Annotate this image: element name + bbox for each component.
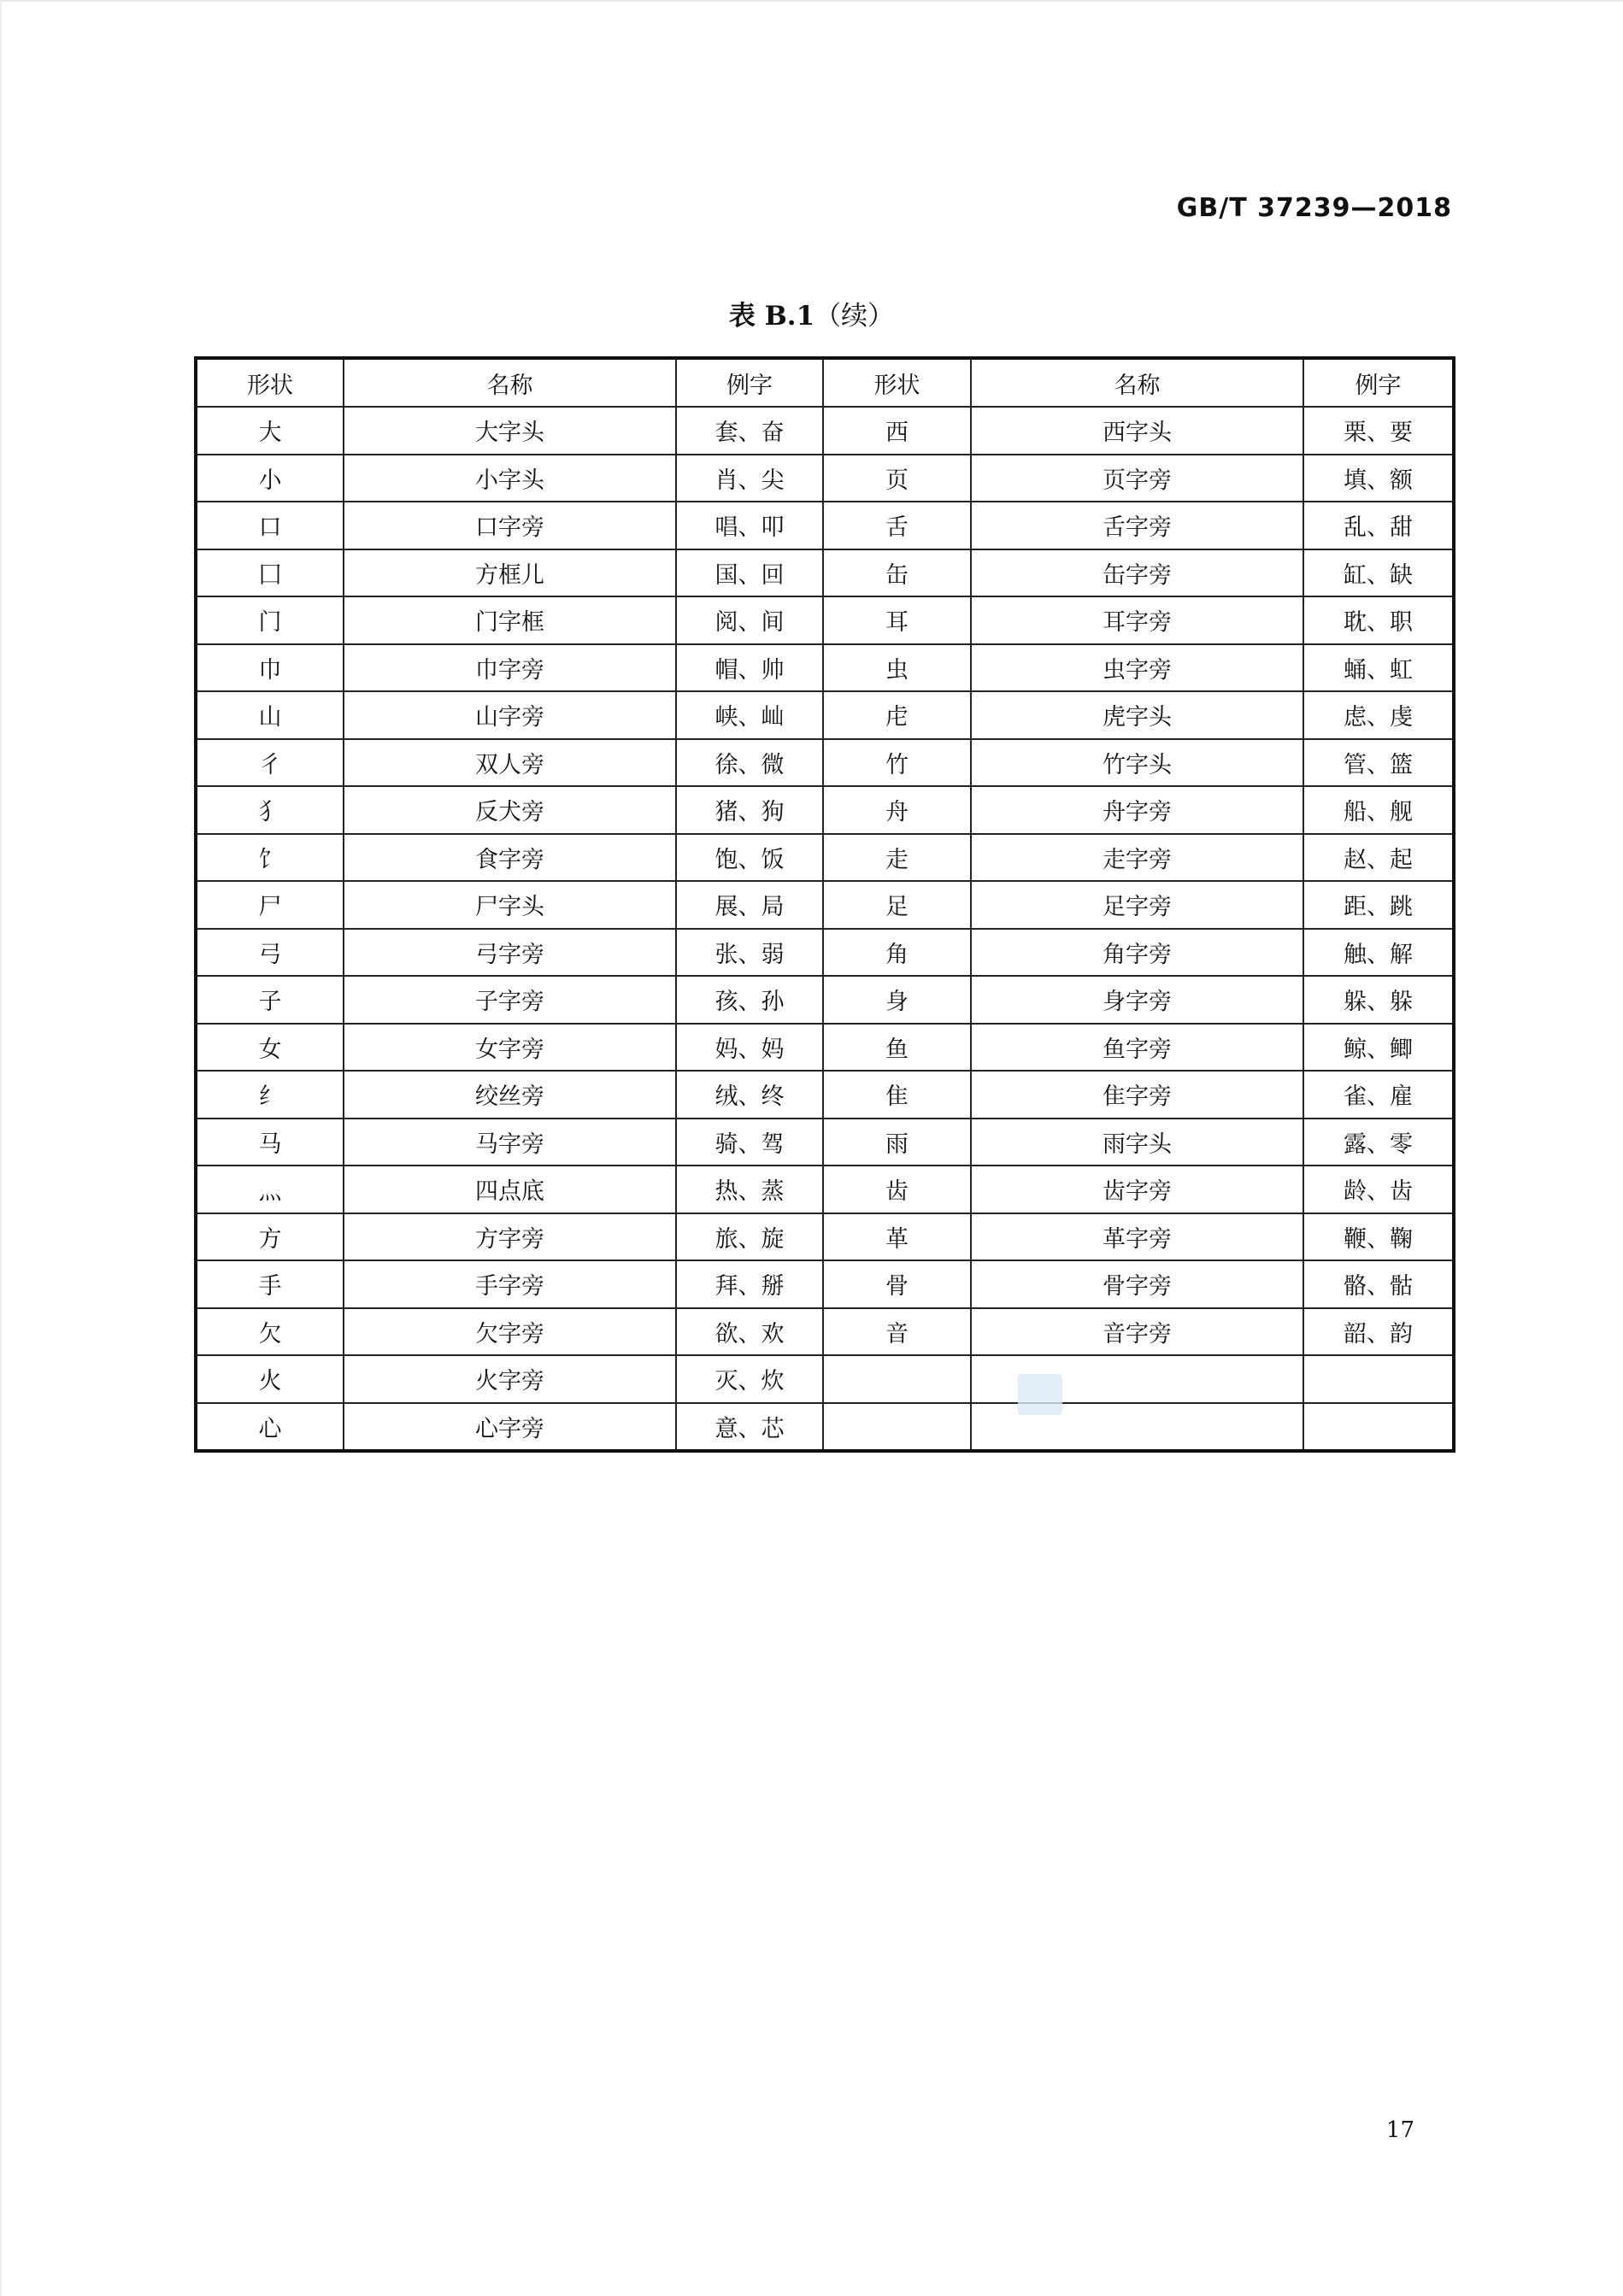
table-row [196, 976, 1454, 1024]
table-row [196, 929, 1454, 977]
table-cell: 龄、齿 [1303, 1166, 1454, 1213]
table-row [196, 1166, 1454, 1213]
table-cell: 彳 [196, 739, 344, 787]
table-cell: 鱼 [823, 1024, 971, 1072]
table-cell [1303, 1403, 1454, 1452]
table-cell: 张、弱 [676, 929, 823, 977]
table-cell: 缶 [823, 549, 971, 597]
table-row [196, 691, 1454, 739]
table-row [196, 834, 1454, 882]
table-cell [823, 1355, 971, 1403]
table-cell: 子 [196, 976, 344, 1024]
table-row [196, 1071, 1454, 1119]
table-cell: 革字旁 [971, 1213, 1303, 1261]
table-cell: 马字旁 [344, 1119, 676, 1166]
table-cell: 缸、缺 [1303, 549, 1454, 597]
table-cell: 猪、狗 [676, 786, 823, 834]
table-cell: 舟 [823, 786, 971, 834]
table-row [196, 407, 1454, 455]
header-cell: 名称 [971, 358, 1303, 407]
table-cell: 填、额 [1303, 455, 1454, 502]
table-cell: 灬 [196, 1166, 344, 1213]
table-cell: 页 [823, 455, 971, 502]
table-cell: 鞭、鞠 [1303, 1213, 1454, 1261]
table-cell [823, 1403, 971, 1452]
standard-number: GB/T 37239—2018 [1176, 193, 1452, 223]
table-cell: 耳字旁 [971, 596, 1303, 644]
table-row [196, 549, 1454, 597]
table-cell: 身 [823, 976, 971, 1024]
table-cell: 身字旁 [971, 976, 1303, 1024]
table-cell: 齿字旁 [971, 1166, 1303, 1213]
table-cell: 舌字旁 [971, 502, 1303, 549]
page-edge-left [0, 0, 2, 2296]
table-cell: 四点底 [344, 1166, 676, 1213]
table-cell: 蛹、虹 [1303, 644, 1454, 692]
table-cell: 方字旁 [344, 1213, 676, 1261]
table-cell: 音字旁 [971, 1308, 1303, 1356]
table-cell: 唱、叩 [676, 502, 823, 549]
table-cell: 山 [196, 691, 344, 739]
table-cell: 雨 [823, 1119, 971, 1166]
table-cell: 鲸、鲫 [1303, 1024, 1454, 1072]
table-cell: 雀、雇 [1303, 1071, 1454, 1119]
table-cell: 绞丝旁 [344, 1071, 676, 1119]
table-cell: 巾 [196, 644, 344, 692]
table-cell: 帽、帅 [676, 644, 823, 692]
table-row [196, 881, 1454, 929]
table-row [196, 1403, 1454, 1452]
table-cell: 虍 [823, 691, 971, 739]
table-cell: 饱、饭 [676, 834, 823, 882]
table-cell: 山字旁 [344, 691, 676, 739]
watermark-logo [1018, 1374, 1062, 1415]
table-cell: 欠字旁 [344, 1308, 676, 1356]
table-cell: 弓 [196, 929, 344, 977]
table-cell: 欲、欢 [676, 1308, 823, 1356]
table-cell: 套、奋 [676, 407, 823, 455]
table-cell: 肖、尖 [676, 455, 823, 502]
header-cell: 形状 [823, 358, 971, 407]
table-row [196, 786, 1454, 834]
table-cell: 意、芯 [676, 1403, 823, 1452]
table-cell: 虑、虔 [1303, 691, 1454, 739]
table-cell: 大字头 [344, 407, 676, 455]
table-cell: 虎字头 [971, 691, 1303, 739]
page-edge-top [0, 0, 1623, 2]
table-title-prefix: 表 B.1 [728, 301, 815, 332]
table-cell: 韶、韵 [1303, 1308, 1454, 1356]
table-cell: 食字旁 [344, 834, 676, 882]
table-row [196, 1308, 1454, 1356]
table-cell: 舌 [823, 502, 971, 549]
table-cell: 口 [196, 502, 344, 549]
table-cell: 拜、掰 [676, 1260, 823, 1308]
table-cell: 页字旁 [971, 455, 1303, 502]
table-cell: 西 [823, 407, 971, 455]
table-cell: 躲、躲 [1303, 976, 1454, 1024]
table-cell: 旅、旋 [676, 1213, 823, 1261]
table-cell: 热、蒸 [676, 1166, 823, 1213]
table-cell: 绒、终 [676, 1071, 823, 1119]
table-cell: 音 [823, 1308, 971, 1356]
table-row [196, 596, 1454, 644]
table-cell: 鱼字旁 [971, 1024, 1303, 1072]
table-cell: 女 [196, 1024, 344, 1072]
table-cell: 展、局 [676, 881, 823, 929]
table-cell: 小 [196, 455, 344, 502]
table-cell: 船、舰 [1303, 786, 1454, 834]
table-cell: 火 [196, 1355, 344, 1403]
table-cell: 齿 [823, 1166, 971, 1213]
table-cell [1303, 1355, 1454, 1403]
table-cell: 舟字旁 [971, 786, 1303, 834]
table-cell: 走字旁 [971, 834, 1303, 882]
table-cell: 囗 [196, 549, 344, 597]
table-cell: 孩、孙 [676, 976, 823, 1024]
table-cell: 雨字头 [971, 1119, 1303, 1166]
table-cell: 反犬旁 [344, 786, 676, 834]
table-cell: 大 [196, 407, 344, 455]
table-row [196, 1355, 1454, 1403]
table-cell: 耳 [823, 596, 971, 644]
table-cell: 双人旁 [344, 739, 676, 787]
table-cell: 耽、职 [1303, 596, 1454, 644]
table-cell: 门 [196, 596, 344, 644]
table-cell: 手字旁 [344, 1260, 676, 1308]
table-cell: 火字旁 [344, 1355, 676, 1403]
table-cell: 竹 [823, 739, 971, 787]
table-cell: 犭 [196, 786, 344, 834]
table-cell: 距、跳 [1303, 881, 1454, 929]
table-cell: 骨 [823, 1260, 971, 1308]
table-body [196, 407, 1454, 1451]
table-cell: 心 [196, 1403, 344, 1452]
table-cell: 乱、甜 [1303, 502, 1454, 549]
table-cell: 女字旁 [344, 1024, 676, 1072]
header-row [196, 358, 1454, 407]
table-cell: 纟 [196, 1071, 344, 1119]
table-cell: 足字旁 [971, 881, 1303, 929]
table-cell: 方框儿 [344, 549, 676, 597]
table-cell: 尸字头 [344, 881, 676, 929]
table-row [196, 1024, 1454, 1072]
table-row [196, 455, 1454, 502]
table-cell: 革 [823, 1213, 971, 1261]
table-cell: 峡、屾 [676, 691, 823, 739]
table-cell: 巾字旁 [344, 644, 676, 692]
table-cell: 角字旁 [971, 929, 1303, 977]
table-row [196, 502, 1454, 549]
table-cell: 竹字头 [971, 739, 1303, 787]
table-cell: 弓字旁 [344, 929, 676, 977]
table-cell: 赵、起 [1303, 834, 1454, 882]
header-cell: 形状 [196, 358, 344, 407]
table-cell: 心字旁 [344, 1403, 676, 1452]
table-cell: 骼、骷 [1303, 1260, 1454, 1308]
table-cell: 骑、驾 [676, 1119, 823, 1166]
table-row [196, 1119, 1454, 1166]
table-cell: 口字旁 [344, 502, 676, 549]
table-row [196, 1260, 1454, 1308]
table-cell: 骨字旁 [971, 1260, 1303, 1308]
table-row [196, 644, 1454, 692]
table-cell: 缶字旁 [971, 549, 1303, 597]
table-cell: 小字头 [344, 455, 676, 502]
table-cell: 饣 [196, 834, 344, 882]
table-cell: 灭、炊 [676, 1355, 823, 1403]
table-cell: 子字旁 [344, 976, 676, 1024]
table-cell: 方 [196, 1213, 344, 1261]
table-cell: 国、回 [676, 549, 823, 597]
header-cell: 例字 [1303, 358, 1454, 407]
page-number: 17 [1385, 2117, 1414, 2143]
table-cell: 栗、要 [1303, 407, 1454, 455]
table-cell: 妈、妈 [676, 1024, 823, 1072]
table-row [196, 1213, 1454, 1261]
table-cell: 虫 [823, 644, 971, 692]
table-cell: 足 [823, 881, 971, 929]
table-row [196, 739, 1454, 787]
table-cell: 西字头 [971, 407, 1303, 455]
table-cell: 门字框 [344, 596, 676, 644]
table-cell: 角 [823, 929, 971, 977]
table-cell: 隹字旁 [971, 1071, 1303, 1119]
table-cell: 露、零 [1303, 1119, 1454, 1166]
header-cell: 名称 [344, 358, 676, 407]
table-cell: 欠 [196, 1308, 344, 1356]
table-cell: 阅、间 [676, 596, 823, 644]
table-cell: 走 [823, 834, 971, 882]
table-cell: 尸 [196, 881, 344, 929]
table-cell: 徐、微 [676, 739, 823, 787]
header-cell: 例字 [676, 358, 823, 407]
table-cell: 手 [196, 1260, 344, 1308]
table-title [0, 294, 1623, 332]
table-cell: 隹 [823, 1071, 971, 1119]
table-cell: 触、解 [1303, 929, 1454, 977]
table-header [196, 358, 1454, 407]
table-cell: 管、篮 [1303, 739, 1454, 787]
table-cell: 虫字旁 [971, 644, 1303, 692]
radicals-table [194, 356, 1455, 1453]
table-title-suffix: （续） [814, 301, 895, 332]
table-cell: 马 [196, 1119, 344, 1166]
